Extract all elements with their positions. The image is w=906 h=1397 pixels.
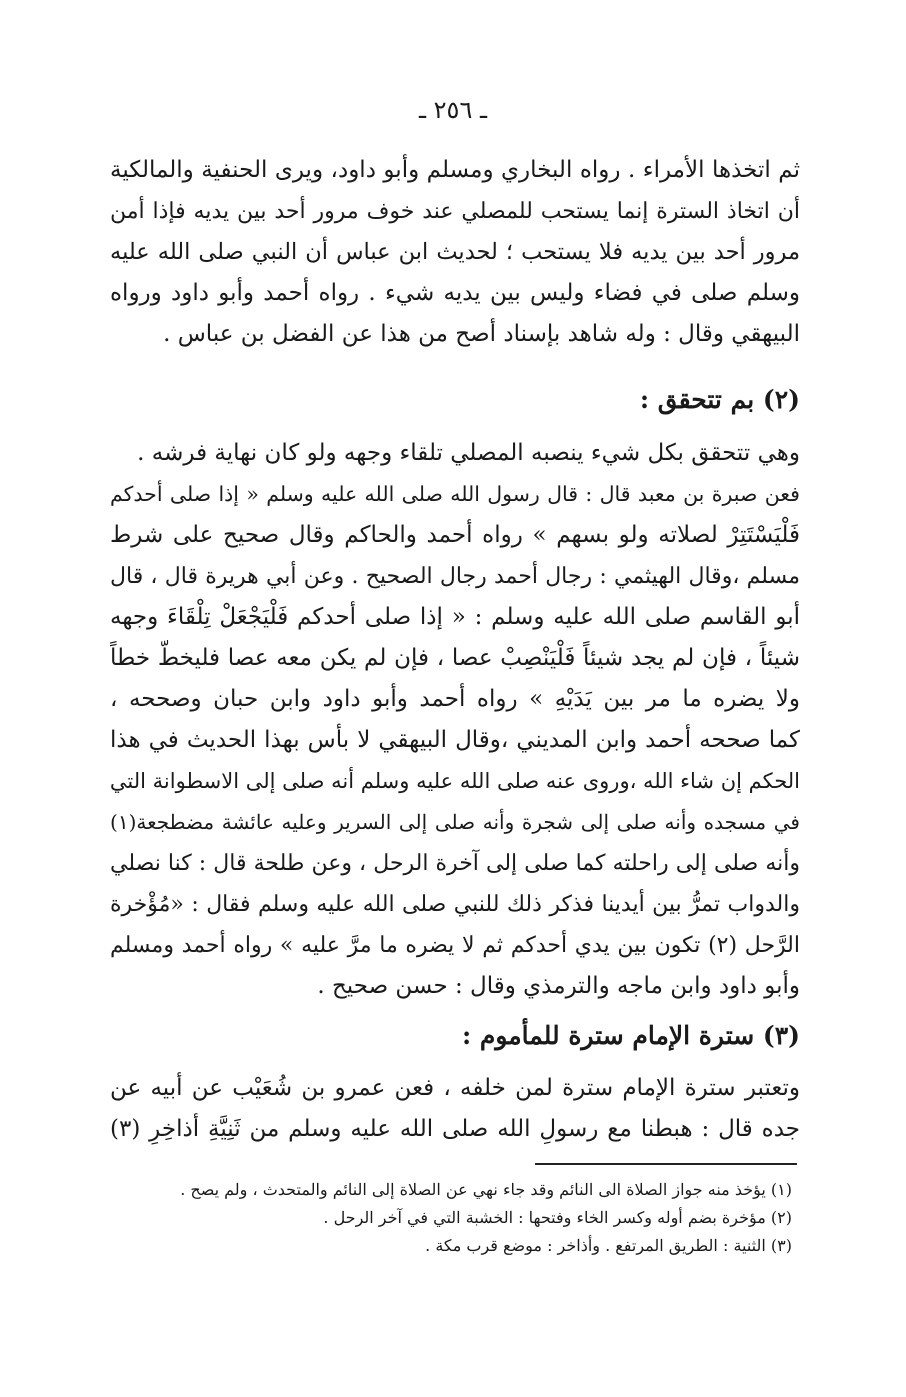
section-heading-3 xyxy=(110,1012,800,1060)
text-line: وهي تتحقق بكل شيء ينصبه المصلي تلقاء وجهه ولو كان نهاية فرشه . xyxy=(137,440,800,466)
text-line: والدواب تمرُّ بين أيدينا فذكر ذلك للنبي صلى الله عليه وسلم فقال : «مُؤْخرة xyxy=(110,892,800,917)
text-line: مرور أحد بين يديه فلا يستحب ؛ لحديث ابن عباس أن النبي صلى الله عليه xyxy=(110,239,800,265)
text-line: فعن صبرة بن معبد قال : قال رسول الله صلى الله عليه وسلم « إذا صلى أحدكم xyxy=(110,482,800,506)
text-line: وأنه صلى إلى راحلته كما صلى إلى آخرة الرحل ، وعن طلحة قال : كنا نصلي xyxy=(110,851,800,876)
text-line: ثم اتخذها الأمراء . رواه البخاري ومسلم وأبو داود، ويرى الحنفية والمالكية xyxy=(110,157,800,183)
paragraph-1 xyxy=(110,150,800,355)
paragraph-2 xyxy=(110,433,800,1007)
text-line: البيهقي وقال : وله شاهد بإسناد أصح من هذا عن الفضل بن عباس . xyxy=(163,321,800,347)
section-heading-2 xyxy=(110,376,800,424)
text-line: جده قال : هبطنا مع رسولِ الله صلى الله عليه وسلم من ثَنِيَّةِ أذاخِرِ (٣) xyxy=(110,1116,800,1142)
footnote: (٣) الثنية : الطريق المرتفع . وأذاخر : موضع قرب مكة . xyxy=(425,1236,792,1255)
heading-text: (٣) سترة الإمام سترة للمأموم : xyxy=(461,1021,800,1050)
text-line: أن اتخاذ السترة إنما يستحب للمصلي عند خوف مرور أحد بين يديه فإذا أمن xyxy=(110,199,800,224)
text-line: أبو القاسم صلى الله عليه وسلم : « إذا صلى أحدكم فَلْيَجْعَلْ تِلْقَاءَ وجهه xyxy=(110,604,800,630)
paragraph-3 xyxy=(110,1068,800,1150)
footnote: (١) يؤخذ منه جواز الصلاة الى النائم وقد جاء نهي عن الصلاة إلى النائم والمتحدث ، ولم يصح . xyxy=(180,1180,792,1199)
footnote: (٢) مؤخرة بضم أوله وكسر الخاء وفتحها : الخشبة التي في آخر الرحل . xyxy=(323,1208,792,1227)
text-line: وأبو داود وابن ماجه والترمذي وقال : حسن صحيح . xyxy=(317,973,800,999)
footnotes xyxy=(120,1176,792,1260)
text-line: في مسجده وأنه صلى إلى شجرة وأنه صلى إلى السرير وعليه عائشة مضطجعة(١) xyxy=(110,810,800,834)
text-line: مسلم ،وقال الهيثمي : رجال أحمد رجال الصحيح . وعن أبي هريرة قال ، قال xyxy=(110,564,800,589)
text-line: الحكم إن شاء الله ،وروى عنه صلى الله عليه وسلم أنه صلى إلى الاسطوانة التي xyxy=(110,769,800,793)
heading-text: (٢) بم تتحقق : xyxy=(639,385,800,414)
text-line: كما صححه أحمد وابن المديني ،وقال البيهقي لا بأس بهذا الحديث في هذا xyxy=(110,727,800,753)
text-line: ولا يضره ما مر بين يَدَيْهِ » رواه أحمد وأبو داود وابن حبان وصححه ، xyxy=(110,686,800,712)
text-line: وتعتبر سترة الإمام سترة لمن خلفه ، فعن عمرو بن شُعَيْب عن أبيه عن xyxy=(110,1075,800,1101)
text-line: شيئاً ، فإن لم يجد شيئاً فَلْيَنْصِبْ عصا ، فإن لم يكن معه عصا فليخطّ خطاً xyxy=(110,645,800,671)
text-line: الرَّحل (٢) تكون بين يدي أحدكم ثم لا يضره ما مرَّ عليه » رواه أحمد ومسلم xyxy=(110,933,800,958)
page-number: ـ ٢٥٦ ـ xyxy=(418,96,487,124)
footnote-separator xyxy=(535,1163,797,1165)
text-line: فَلْيَسْتَتِرْ لصلاته ولو بسهم » رواه أحمد والحاكم وقال صحيح على شرط xyxy=(110,522,800,548)
text-line: وسلم صلى في فضاء وليس بين يديه شيء . رواه أحمد وأبو داود ورواه xyxy=(110,280,800,306)
